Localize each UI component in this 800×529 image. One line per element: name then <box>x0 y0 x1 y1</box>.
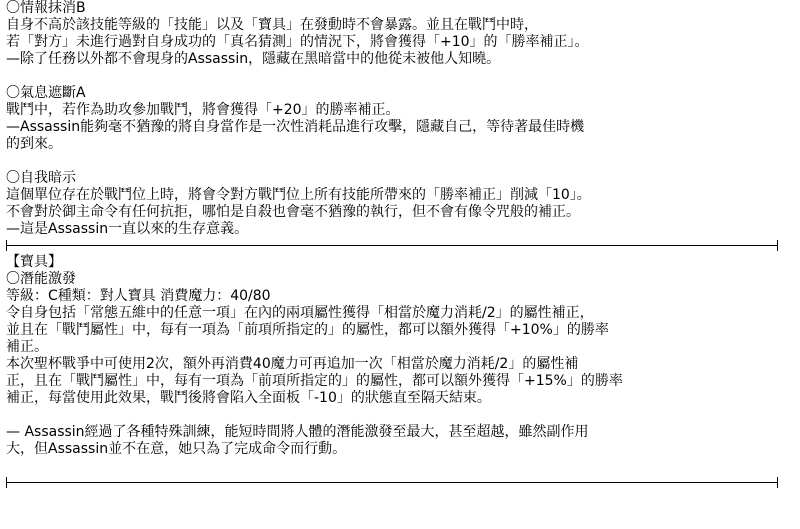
skill-flavor-line: —除了任務以外都不會現身的Assassin，隱藏在黑暗當中的他從未被他人知曉。 <box>6 51 501 67</box>
document-body <box>6 0 796 491</box>
np-text-line: 並且在「戰鬥屬性」中，每有一項為「前項所指定的」的屬性，都可以額外獲得「+10%」的勝率 <box>6 322 609 338</box>
divider-rule <box>6 245 778 246</box>
divider-tick-right <box>777 477 778 488</box>
np-text-line: 令自身包括「常態五維中的任意一項」在內的兩項屬性獲得「相當於魔力消耗/2」的屬性補正， <box>6 305 594 321</box>
divider-tick-right <box>777 240 778 251</box>
section-divider <box>6 238 778 254</box>
section-header: 【寶具】 <box>6 254 62 270</box>
skill-text-line: 戰鬥中，若作為助攻參加戰鬥，將會獲得「+20」的勝率補正。 <box>6 102 400 118</box>
spacer <box>6 68 796 85</box>
np-text-line: 補正，每當使用此效果，戰鬥後將會陷入全面板「-10」的狀態直至隔天結束。 <box>6 390 491 406</box>
np-flavor-line: — Assassin經過了各種特殊訓練，能短時間將人體的潛能激發至最大，甚至超越，雖然副作用 <box>6 424 589 440</box>
skill-title: 〇氣息遮斷A <box>6 85 86 101</box>
spacer <box>6 458 796 475</box>
skill-text-line: 這個單位存在於戰鬥位上時，將會令對方戰鬥位上所有技能所帶來的「勝率補正」削減「10」。 <box>6 187 591 203</box>
spacer <box>6 407 796 424</box>
skill-flavor-line: —這是Assassin一直以來的生存意義。 <box>6 221 249 237</box>
np-text-line: 本次聖杯戰爭中可使用2次，額外再消費40魔力可再追加一次「相當於魔力消耗/2」的屬性補 <box>6 356 579 372</box>
skill-block-info-erasure <box>6 0 796 68</box>
np-flavor-line: 大，但Assassin並不在意，她只為了完成命令而行動。 <box>6 441 347 457</box>
divider-rule <box>6 482 778 483</box>
spacer <box>6 153 796 170</box>
np-text-line: 補正。 <box>6 339 48 355</box>
skill-title: 〇自我暗示 <box>6 170 76 186</box>
skill-flavor-line: —Assassin能夠毫不猶豫的將自身當作是一次性消耗品進行攻擊，隱藏自己，等待著最佳時機 <box>6 119 585 135</box>
np-title: 〇潛能激發 <box>6 271 76 287</box>
skill-flavor-line: 的到來。 <box>6 136 62 152</box>
section-divider-bottom <box>6 475 778 491</box>
np-stats: 等級：C種類：對人寶具 消費魔力：40/80 <box>6 288 271 304</box>
skill-text-line: 若「對方」未進行過對自身成功的「真名猜測」的情況下，將會獲得「+10」的「勝率補正」。 <box>6 34 589 50</box>
skill-block-self-suggestion <box>6 170 796 238</box>
skill-text-line: 自身不高於該技能等級的「技能」以及「寶具」在發動時不會暴露。並且在戰鬥中時， <box>6 17 538 33</box>
skill-title: 〇情報抹消B <box>6 0 86 16</box>
divider-tick-left <box>6 240 7 251</box>
skill-text-line: 不會對於御主命令有任何抗拒，哪怕是自殺也會毫不猶豫的執行，但不會有像令咒般的補正。 <box>6 204 580 220</box>
noble-phantasm-section <box>6 254 796 458</box>
skill-block-presence-concealment <box>6 85 796 153</box>
divider-tick-left <box>6 477 7 488</box>
np-text-line: 正，且在「戰鬥屬性」中，每有一項為「前項所指定的」的屬性，都可以額外獲得「+15%」的勝率 <box>6 373 623 389</box>
